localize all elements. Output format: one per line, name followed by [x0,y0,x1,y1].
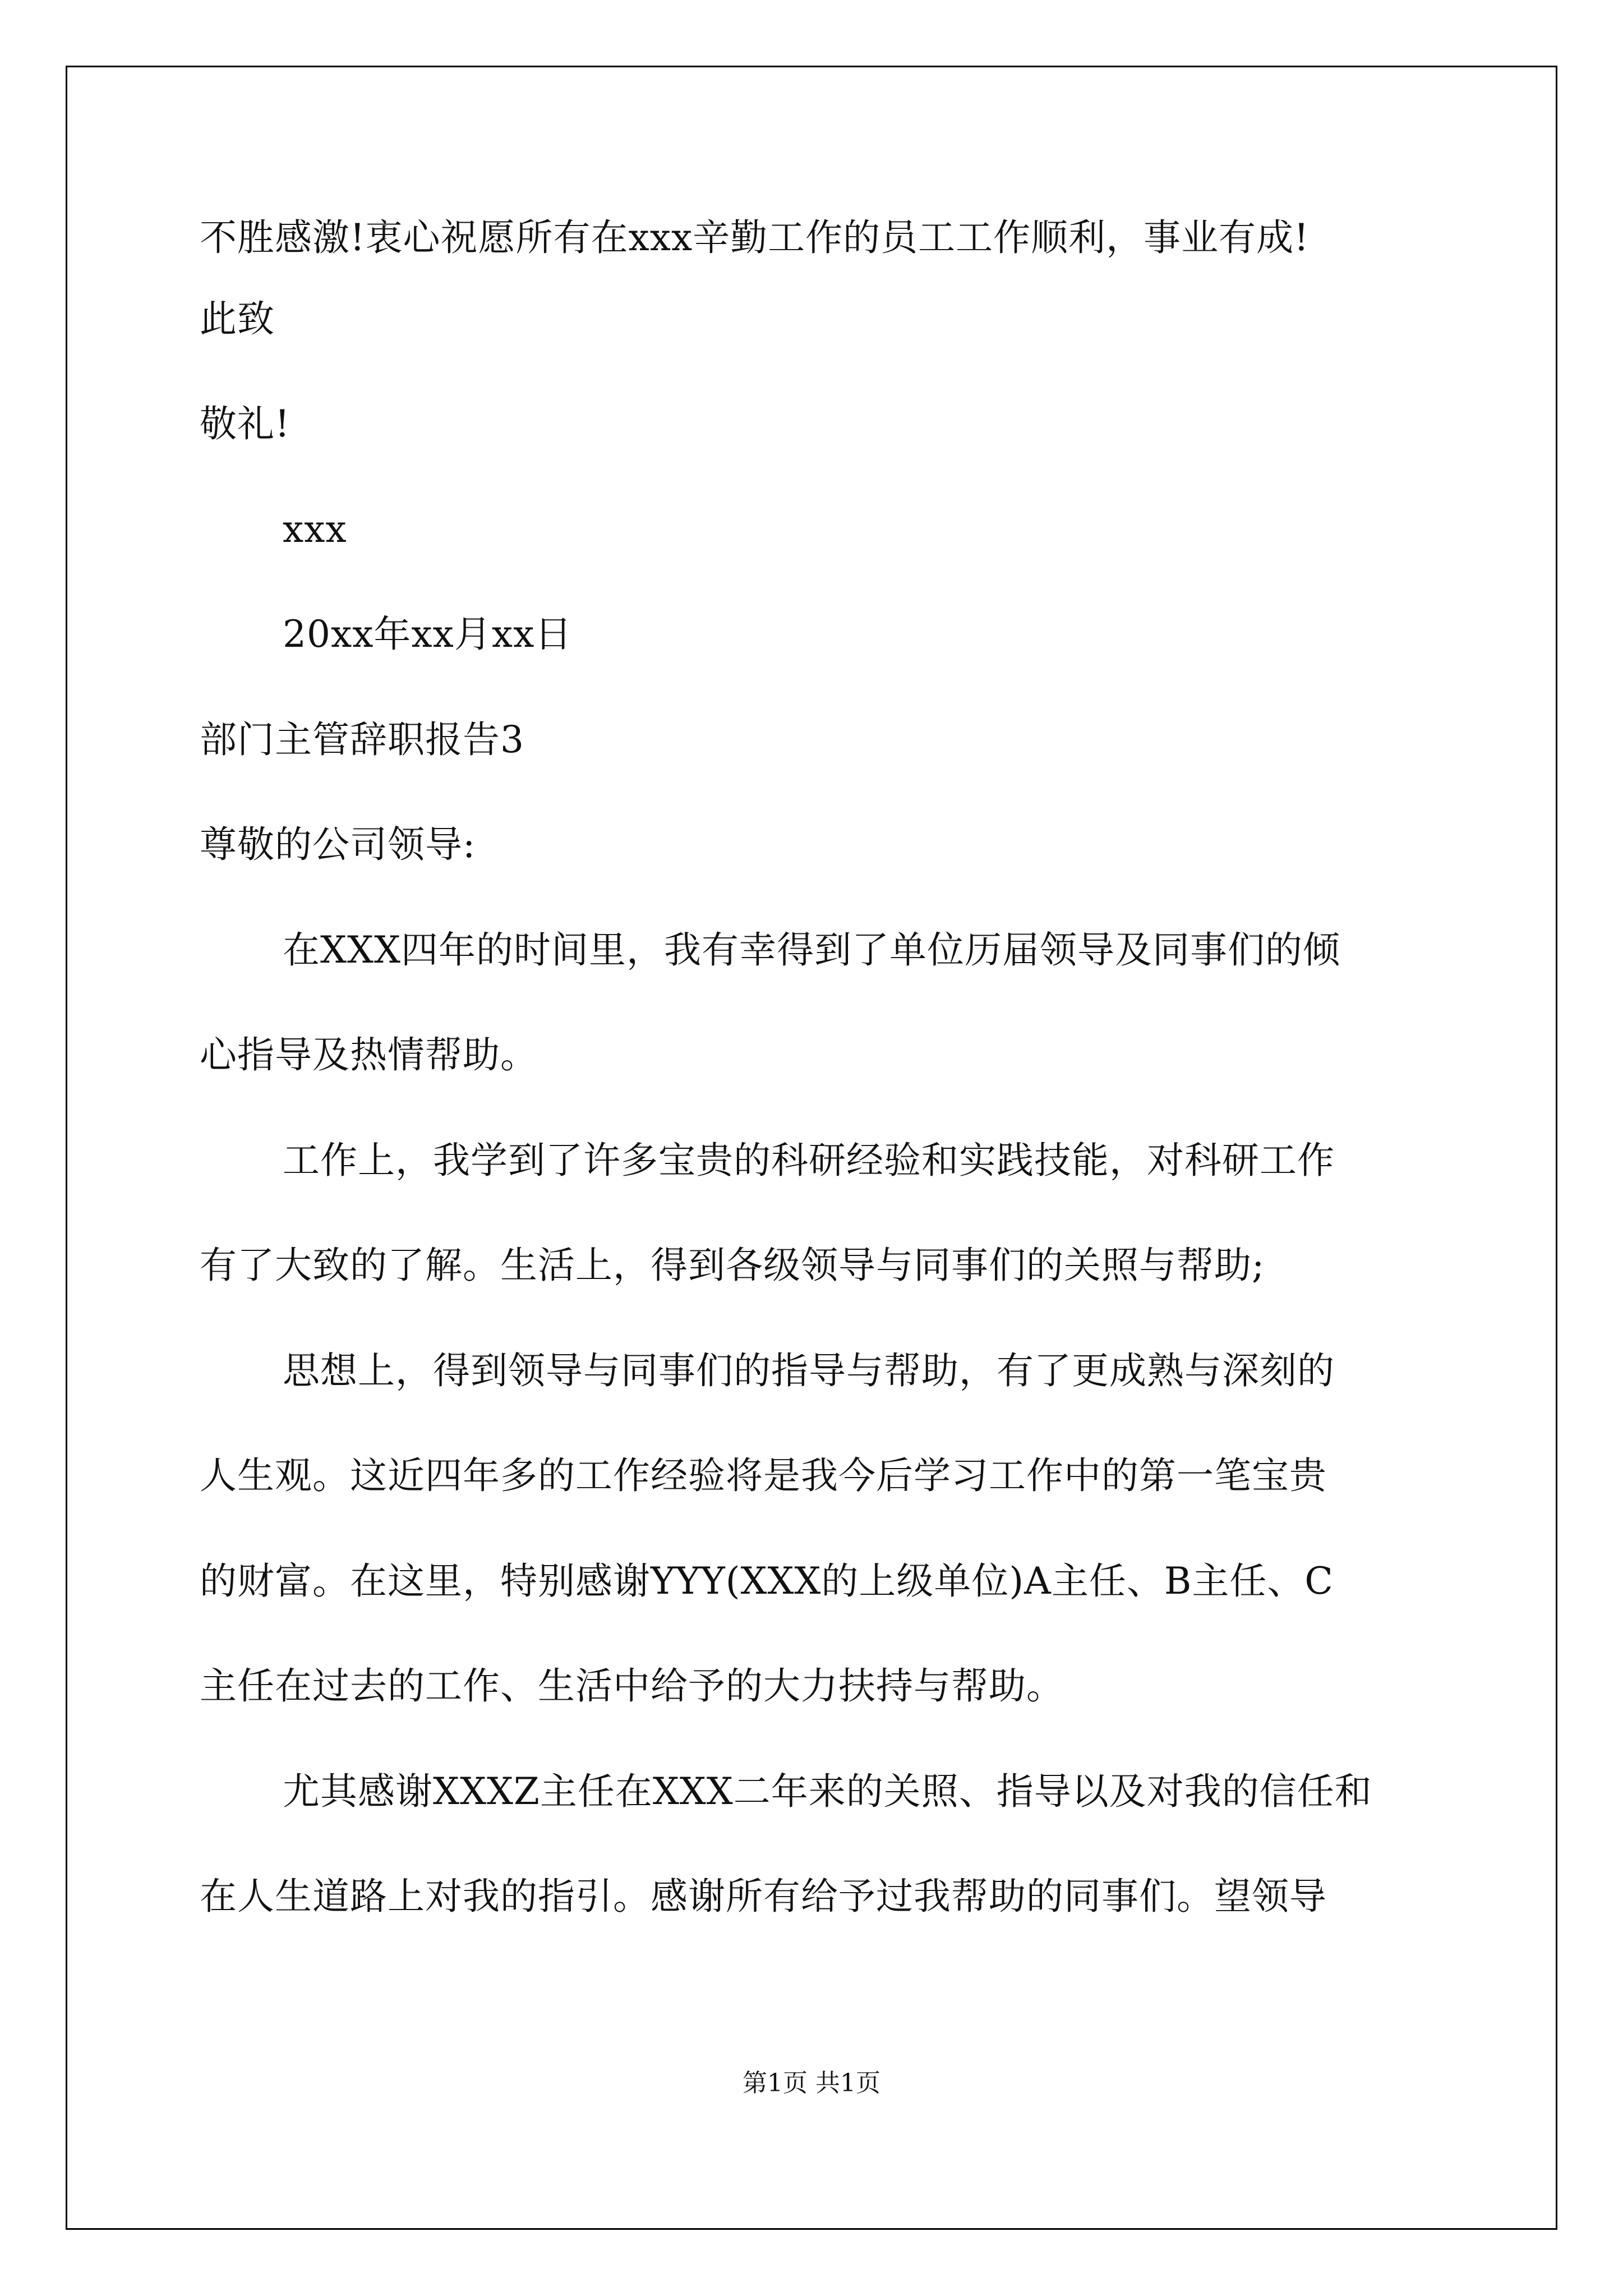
section-title: 部门主管辞职报告3 [200,718,524,761]
salutation: 尊敬的公司领导: [200,823,476,866]
paragraph-line: 人生观。这近四年多的工作经验将是我今后学习工作中的第一笔宝贵 [200,1454,1327,1497]
signature-name: xxx [283,508,347,551]
paragraph-line: 心指导及热情帮助。 [200,1033,538,1076]
page-footer: 第1页 共1页 [743,2069,880,2097]
text-line-1: 不胜感激!衷心祝愿所有在xxx辛勤工作的员工工作顺利，事业有成! [200,216,1310,259]
text-line-salute: 敬礼! [200,402,291,445]
paragraph-line: 在人生道路上对我的指引。感谢所有给予过我帮助的同事们。望领导 [200,1875,1327,1918]
paragraph-line: 在XXX四年的时间里，我有幸得到了单位历届领导及同事们的倾 [283,928,1340,972]
paragraph-line: 有了大致的了解。生活上，得到各级领导与同事们的关照与帮助; [200,1244,1265,1287]
paragraph-line: 主任在过去的工作、生活中给予的大力扶持与帮助。 [200,1664,1064,1708]
signature-date: 20xx年xx月xx日 [283,613,573,656]
paragraph-line: 的财富。在这里，特别感谢YYY(XXX的上级单位)A主任、B主任、C [200,1559,1334,1603]
paragraph-line: 工作上，我学到了许多宝贵的科研经验和实践技能，对科研工作 [283,1139,1335,1182]
paragraph-line: 思想上，得到领导与同事们的指导与帮助，有了更成熟与深刻的 [283,1349,1335,1392]
paragraph-line: 尤其感谢XXXZ主任在XXX二年来的关照、指导以及对我的信任和 [283,1770,1372,1813]
text-line-closing: 此致 [200,297,275,341]
